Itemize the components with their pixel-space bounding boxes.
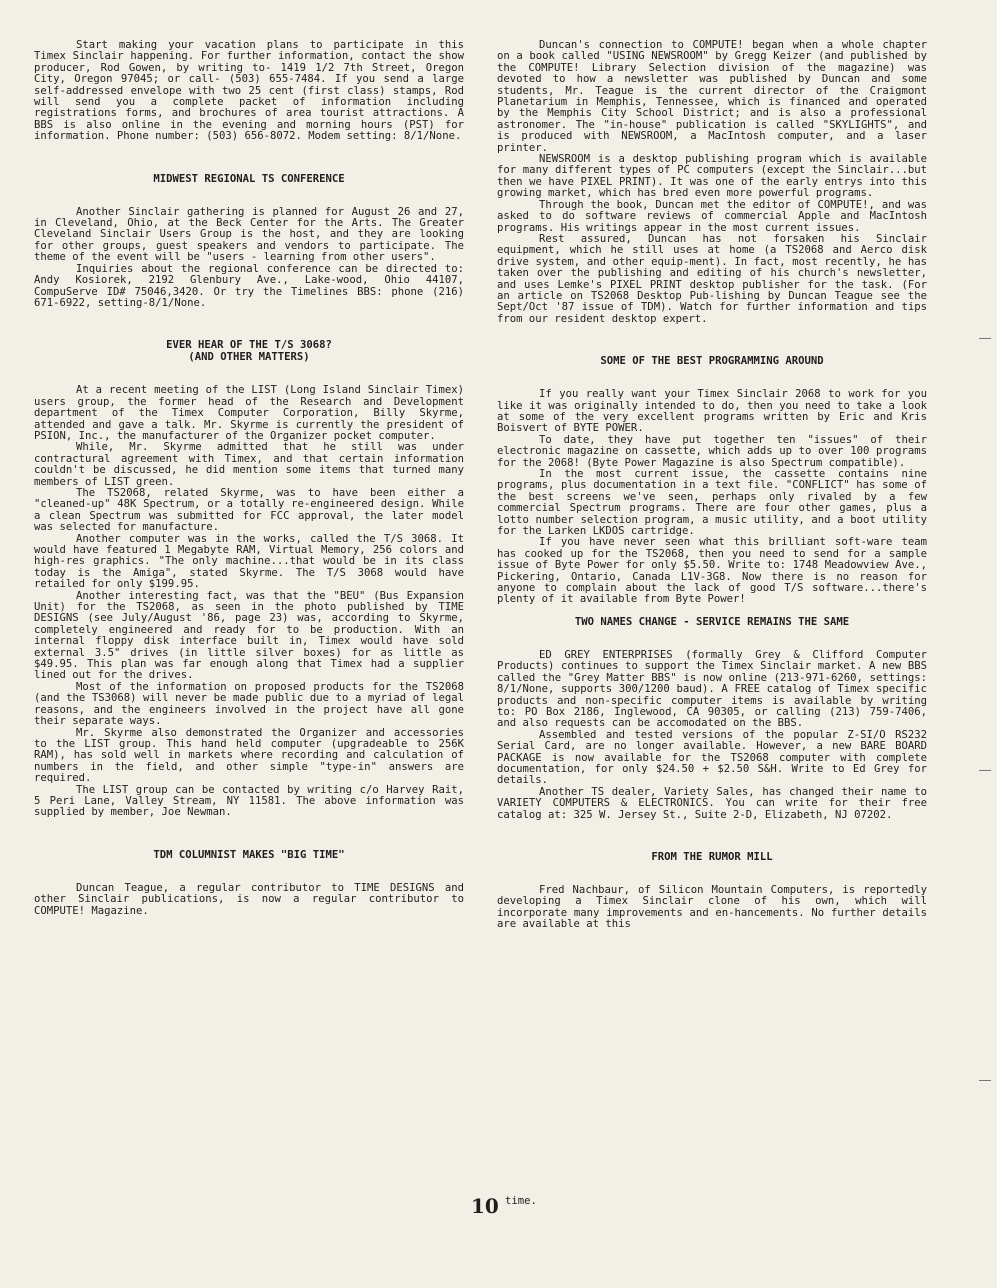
programming-paragraph: In the most current issue, the cassette contains nine programs, plus documentation in a text file. "CONFLICT" has some of the best screens we've seen, perhaps only rivaled by a few commercial Spectrum programs. There are four other games, plus a lotto number selection program, a music utility, and a boot utility for the Larken LKDOS cartridge. [497,468,927,538]
rumor-tail-text: time. [505,1195,537,1207]
programming-heading: SOME OF THE BEST PROGRAMMING AROUND [600,355,824,368]
ts3068-paragraph: Mr. Skyrme also demonstrated the Organizer and accessories to the LIST group. This hand held computer (upgradeable to 256K RAM), has sold well in markets where recording and calculation of numbers in the field, and other simple "type-in" answers are required. [34,726,464,785]
names-heading: TWO NAMES CHANGE - SERVICE REMAINS THE SAME [574,615,850,628]
scan-edge-mark [979,770,991,771]
duncan-paragraph: Duncan's connection to COMPUTE! began when a whole chapter on a book called "USING NEWSROOM" by Gregg Keizer (and published by the COMPUTE! Library Selection division of the magazine) was devoted to how a newsletter was published by Duncan and some students, Mr. Teague is the current director of the Craigmont Planetarium in Memphis, Tennessee, which is financed and operated by the Memphis City School District; and is also a professional astronomer. The "in-house" publication is called "SKYLIGHTS", and is produced with NEWSROOM, a MacIntosh computer, and a laser printer. [497,39,927,154]
names-paragraph: Assembled and tested versions of the popular Z-SI/O RS232 Serial Card, are no longer available. However, a new BARE BOARD PACKAGE is now available for the TS2068 computer with complete documentation, for only $24.50 + $2.50 S&H. Write to Ed Grey for details. [497,728,927,787]
ts3068-subheading: (AND OTHER MATTERS) [188,351,310,364]
ts3068-paragraph: Most of the information on proposed products for the TS2068 (and the TS3068) will never be made public due to a myriad of legal reasons, and the engineers involved in the project have all gone their separate ways. [34,680,464,728]
scan-edge-mark [979,338,991,339]
duncan-paragraph: Rest assured, Duncan has not forsaken his Sinclair equipment, which he still uses at home (a TS2068 and Aerco disk drive system, and other equip-ment). In fact, most recently, he has taken over the publishing and editing of his church's newsletter, and uses Lemke's PIXEL PRINT desktop publisher for the task. (For an article on TS2068 Desktop Pub-lishing by Duncan Teague see the Sept/Oct '87 issue of TDM). Watch for further information and tips from our resident desktop expert. [497,232,927,325]
right-column [497,40,927,931]
scan-edge-mark [979,1080,991,1081]
tdm-heading: TDM COLUMNIST MAKES "BIG TIME" [153,848,345,861]
ts3068-paragraph: Another computer was in the works, called the T/S 3068. It would have featured 1 Megabyte RAM, Virtual Memory, 256 colors and high-res graphics. "The only machine...that would be in its class today is the Amiga", stated Skyrme. The T/S 3068 would have retailed for only $199.95. [34,532,464,591]
duncan-paragraph: Through the book, Duncan met the editor of COMPUTE!, and was asked to do software reviews of commercial Apple and MacIntosh programs. His writings appear in the most current issues. [497,198,927,234]
duncan-paragraph: NEWSROOM is a desktop publishing program which is available for many different types of PC computers (except the Sinclair...but then we have PIXEL PRINT). It was one of the early entrys into this growing market, which has bred even more powerful programs. [497,153,927,200]
rumor-paragraph: Fred Nachbaur, of Silicon Mountain Computers, is reportedly developing a Timex Sinclair clone of his own, which will incorporate many improvements and en-hancements. No further details are available at this [497,883,927,931]
names-paragraph: Another TS dealer, Variety Sales, has changed their name to VARIETY COMPUTERS & ELECTRONICS. You can write for their free catalog at: 325 W. Jersey St., Suite 2-D, Elizabeth, NJ 07202. [497,785,927,821]
page-number: 10 [471,1194,499,1218]
rumor-heading: FROM THE RUMOR MILL [651,850,773,863]
ts3068-heading: EVER HEAR OF THE T/S 3068? [166,339,332,352]
programming-paragraph: If you have never seen what this brilliant soft-ware team has cooked up for the TS2068, then you need to send for a sample issue of Byte Power for only $5.50. Write to: 1748 Meadowview Ave., Pickering, Ontario, Canada L1V-3G8. Now there is no reason for anyone to complain about the lack of good T/S software...there's plenty of it available from Byte Power! [497,536,927,606]
ts3068-paragraph: While, Mr. Skyrme admitted that he still was under contractural agreement with Timex, and that certain information couldn't be discussed, he did mention some items that turned many members of LIST green. [34,441,464,488]
tdm-paragraph: Duncan Teague, a regular contributor to TIME DESIGNS and other Sinclair publications, is now a regular contributor to COMPUTE! Magazine. [34,881,464,917]
ts3068-paragraph: At a recent meeting of the LIST (Long Island Sinclair Timex) users group, the former head of the Research and Development department of the Timex Computer Corporation, Billy Skyrme, attended and gave a talk. Mr. Skyrme is currently the president of PSION, Inc., the manufacturer of the Organizer pocket computer. [34,384,464,442]
names-paragraph: ED GREY ENTERPRISES (formally Grey & Clifford Computer Products) continues to support the Timex Sinclair market. A new BBS called the "Grey Matter BBS" is now online (213-971-6260, settings: 8/1/None, supports 300/1200 baud). A FREE catalog of Timex specific products and non-specific computer items is available by writing to: PO Box 2186, Inglewood, CA 90305, or calling (213) 759-7406, and also requests can be accomodated on the BBS. [497,648,927,730]
ts3068-paragraph: The LIST group can be contacted by writing c/o Harvey Rait, 5 Peri Lane, Valley Stream, NY 11581. The above information was supplied by member, Joe Newman. [34,783,464,819]
ts3068-paragraph: The TS2068, related Skyrme, was to have been either a "cleaned-up" 48K Spectrum, or a totally re-engineered design. While a clean Spectrum was submitted for FCC approval, the later model was selected for manufacture. [34,486,464,534]
midwest-heading: MIDWEST REGIONAL TS CONFERENCE [153,172,345,185]
intro-paragraph: Start making your vacation plans to participate in this Timex Sinclair happening. For further information, contact the show producer, Rod Gowen, by writing to- 1419 1/2 7th Street, Oregon City, Oregon 97045; or call- (503) 655-7484. If you send a large self-addressed envelope with two 25 cent (first class) stamps, Rod will send you a complete packet of information including registrations forms, and brochures of area tourist attractions. A BBS is also online in the evening and morning hours (PST) for information. Phone number: (503) 656-8072. Modem setting: 8/1/None. [34,39,464,143]
programming-paragraph: To date, they have put together ten "issues" of their electronic magazine on cassette, which adds up to over 100 programs for the 2068! (Byte Power Magazine is also Spectrum compatible). [497,433,927,469]
midwest-paragraph: Inquiries about the regional conference can be directed to: Andy Kosiorek, 2192 Glenbury Ave., Lake-wood, Ohio 44107, CompuServe ID# 75046,3420. Or try the Timelines BBS: phone (216) 671-6922, setting-8/1/None. [34,262,464,309]
left-column [34,40,464,917]
programming-paragraph: If you really want your Timex Sinclair 2068 to work for you like it was originally intended to do, then you need to take a look at some of the very excellent programs written by Eric and Kris Boisvert of BYTE POWER. [497,388,927,435]
midwest-paragraph: Another Sinclair gathering is planned for August 26 and 27, in Cleveland, Ohio, at the Beck Center for the Arts. The Greater Cleveland Sinclair Users Group is the host, and they are looking for other groups, guest speakers and vendors to participate. The theme of the event will be "users - learning from other users". [34,205,464,264]
ts3068-paragraph: Another interesting fact, was that the "BEU" (Bus Expansion Unit) for the TS2068, as seen in the photo published by TIME DESIGNS (see July/August '86, page 23) was, according to Skyrme, completely engineered and ready for to be production. With an internal floppy disk interface built in, Timex would have sold external 3.5" drives (in little silver boxes) for as little as $49.95. This plan was far enough along that Timex had a supplier lined out for the drives. [34,589,464,682]
